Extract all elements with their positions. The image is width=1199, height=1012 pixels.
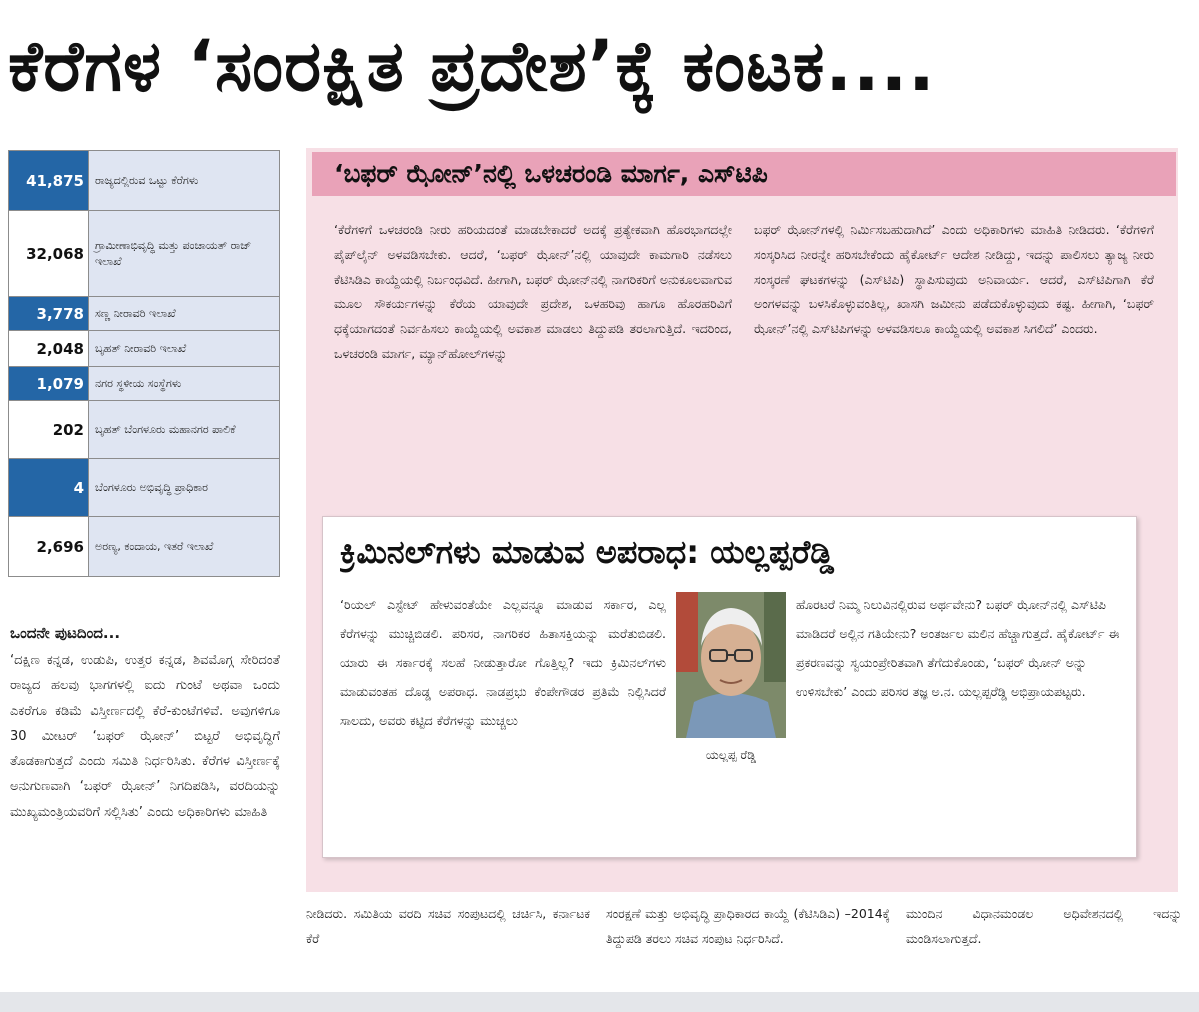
stats-label: ಅರಣ್ಯ, ಕಂದಾಯ, ಇತರೆ ಇಲಾಖೆ	[89, 517, 280, 577]
stats-value: 2,048	[9, 331, 89, 367]
stats-label: ನಗರ ಸ್ಥಳೀಯ ಸಂಸ್ಥೆಗಳು	[89, 367, 280, 401]
stats-row	[9, 517, 280, 577]
stats-row	[9, 401, 280, 459]
stats-label: ಬೆಂಗಳೂರು ಅಭಿವೃದ್ಧಿ ಪ್ರಾಧಿಕಾರ	[89, 459, 280, 517]
bottom-column-2: ಸಂರಕ್ಷಣೆ ಮತ್ತು ಅಭಿವೃದ್ಧಿ ಪ್ರಾಧಿಕಾರದ ಕಾಯ್ದೆ (ಕೆಟಿಸಿಡಿಎ) –2014ಕ್ಕೆ ತಿದ್ದುಪಡಿ ತರಲು ಸಚಿವ ಸಂಪುಟ ನಿರ್ಧರಿಸಿದೆ.	[606, 906, 890, 946]
stats-label: ಸಣ್ಣ ನೀರಾವರಿ ಇಲಾಖೆ	[89, 297, 280, 331]
stats-label: ರಾಜ್ಯದಲ್ಲಿರುವ ಒಟ್ಟು ಕೆರೆಗಳು	[89, 151, 280, 211]
stats-row	[9, 331, 280, 367]
pink-column-1: ‘ಕೆರೆಗಳಿಗೆ ಒಳಚರಂಡಿ ನೀರು ಹರಿಯದಂತೆ ಮಾಡಬೇಕಾದರೆ ಅದಕ್ಕೆ ಪ್ರತ್ಯೇಕವಾಗಿ ಹೊರಭಾಗದಲ್ಲೇ ಪೈಪ್‌ಲೈನ್ ಅಳವಡಿಸಬೇಕು. ಆದರೆ, ‘ಬಫರ್ ಝೋನ್’ನಲ್ಲಿ ಯಾವುದೇ ಕಾಮಗಾರಿ ನಡೆಸಲು ಕೆಟಿಸಿಡಿಎ ಕಾಯ್ದೆಯಲ್ಲಿ ನಿರ್ಬಂಧವಿದೆ. ಹೀಗಾಗಿ, ಬಫರ್ ಝೋನ್‌ನಲ್ಲಿ ನಾಗರಿಕರಿಗೆ ಅನುಕೂಲವಾಗುವ ಮೂಲ ಸೌಕರ್ಯಗಳನ್ನು ಕೆರೆಯ ಯಾವುದೇ ಪ್ರದೇಶ, ಒಳಹರಿವು ಹಾಗೂ ಹೊರಹರಿವಿಗೆ ಧಕ್ಕೆಯಾಗದಂತೆ ನಿರ್ವಹಿಸಲು ಕಾಯ್ದೆಯಲ್ಲಿ ಅವಕಾಶ ಮಾಡಲು ತಿದ್ದುಪಡಿ ತರಲಾಗುತ್ತಿದೆ. ಇದರಿಂದ, ಒಳಚರಂಡಿ ಮಾರ್ಗ, ಮ್ಯಾನ್‌ಹೋಲ್‌ಗಳನ್ನು	[334, 222, 732, 361]
stats-value: 2,696	[9, 517, 89, 577]
portrait-photo	[676, 592, 786, 738]
pink-sidebar-heading: ‘ಬಫರ್ ಝೋನ್’ನಲ್ಲಿ ಒಳಚರಂಡಿ ಮಾರ್ಗ, ಎಸ್‌ಟಿಪಿ	[312, 152, 1176, 196]
portrait-illustration	[676, 592, 786, 738]
stats-row	[9, 151, 280, 211]
lake-stats-table	[8, 150, 280, 577]
bottom-column-3: ಮುಂದಿನ ವಿಧಾನಮಂಡಲ ಅಧಿವೇಶನದಲ್ಲಿ ಇದನ್ನು ಮಂಡಿಸಲಾಗುತ್ತದೆ.	[906, 906, 1182, 946]
bottom-column-1: ನೀಡಿದರು. ಸಮಿತಿಯ ವರದಿ ಸಚಿವ ಸಂಪುಟದಲ್ಲಿ ಚರ್ಚಿಸಿ, ಕರ್ನಾಟಕ ಕೆರೆ	[306, 906, 590, 946]
stats-value: 3,778	[9, 297, 89, 331]
photo-caption: ಯಲ್ಲಪ್ಪ ರೆಡ್ಡಿ	[705, 748, 757, 762]
stats-row	[9, 367, 280, 401]
continued-label: ಒಂದನೇ ಪುಟದಿಂದ...	[10, 624, 121, 642]
headline: ಕೆರೆಗಳ ‘ಸಂರಕ್ಷಿತ ಪ್ರದೇಶ’ಕ್ಕೆ ಕಂಟಕ....	[8, 25, 936, 107]
pink-column-2: ಬಫರ್ ಝೋನ್‌ಗಳಲ್ಲಿ ನಿರ್ಮಿಸಬಹುದಾಗಿದೆ’ ಎಂದು ಅಧಿಕಾರಿಗಳು ಮಾಹಿತಿ ನೀಡಿದರು. ‘ಕೆರೆಗಳಿಗೆ ಸಂಸ್ಕರಿಸಿದ ನೀರನ್ನೇ ಹರಿಸಬೇಕೆಂದು ಹೈಕೋರ್ಟ್ ಆದೇಶ ನೀಡಿದ್ದು, ಇದನ್ನು ಪಾಲಿಸಲು ತ್ಯಾಜ್ಯ ನೀರು ಸಂಸ್ಕರಣೆ ಘಟಕಗಳನ್ನು (ಎಸ್‌ಟಿಪಿ) ಸ್ಥಾಪಿಸುವುದು ಅನಿವಾರ್ಯ. ಆದರೆ, ಎಸ್‌ಟಿಪಿಗಾಗಿ ಕೆರೆ ಅಂಗಳವನ್ನು ಬಳಸಿಕೊಳ್ಳುವಂತಿಲ್ಲ, ಖಾಸಗಿ ಜಮೀನು ಪಡೆದುಕೊಳ್ಳುವುದು ಕಷ್ಟ. ಹೀಗಾಗಿ, ‘ಬಫರ್ ಝೋನ್’ನಲ್ಲಿ ಎಸ್‌ಟಿಪಿಗಳನ್ನು ಅಳವಡಿಸಲೂ ಕಾಯ್ದೆಯಲ್ಲಿ ಅವಕಾಶ ಸಿಗಲಿದೆ’ ಎಂದರು.	[754, 222, 1154, 337]
stats-row	[9, 211, 280, 297]
stats-value: 4	[9, 459, 89, 517]
quote-column-1: ‘ರಿಯಲ್ ಎಸ್ಟೇಟ್ ಹೇಳುವಂತೆಯೇ ಎಲ್ಲವನ್ನೂ ಮಾಡುವ ಸರ್ಕಾರ, ಎಲ್ಲ ಕೆರೆಗಳನ್ನು ಮುಚ್ಚಿಬಿಡಲಿ. ಪರಿಸರ, ನಾಗರಿಕರ ಹಿತಾಸಕ್ತಿಯನ್ನು ಮರೆತುಬಿಡಲಿ. ಯಾರು ಈ ಸರ್ಕಾರಕ್ಕೆ ಸಲಹೆ ನೀಡುತ್ತಾರೋ ಗೊತ್ತಿಲ್ಲ? ಇದು ಕ್ರಿಮಿನಲ್‌ಗಳು ಮಾಡುವಂತಹ ದೊಡ್ಡ ಅಪರಾಧ. ನಾಡಪ್ರಭು ಕೆಂಪೇಗೌಡರ ಪ್ರತಿಮೆ ನಿಲ್ಲಿಸಿದರೆ ಸಾಲದು, ಅವರು ಕಟ್ಟಿದ ಕೆರೆಗಳನ್ನು ಮುಚ್ಚಲು	[340, 597, 666, 728]
left-column-text: ‘ದಕ್ಷಿಣ ಕನ್ನಡ, ಉಡುಪಿ, ಉತ್ತರ ಕನ್ನಡ, ಶಿವಮೊಗ್ಗ ಸೇರಿದಂತೆ ರಾಜ್ಯದ ಹಲವು ಭಾಗಗಳಲ್ಲಿ ಐದು ಗುಂಟೆ ಅಥವಾ ಒಂದು ಎಕರೆಗೂ ಕಡಿಮೆ ವಿಸ್ತೀರ್ಣದಲ್ಲಿ ಕೆರೆ-ಕುಂಟೆಗಳಿವೆ. ಅವುಗಳಿಗೂ 30 ಮೀಟರ್ ‘ಬಫರ್ ಝೋನ್’ ಬಿಟ್ಟರೆ ಅಭಿವೃದ್ಧಿಗೆ ತೊಡಕಾಗುತ್ತದೆ ಎಂದು ಸಮಿತಿ ನಿರ್ಧರಿಸಿತು. ಕೆರೆಗಳ ವಿಸ್ತೀರ್ಣಕ್ಕೆ ಅನುಗುಣವಾಗಿ ‘ಬಫರ್ ಝೋನ್’ ನಿಗದಿಪಡಿಸಿ, ವರದಿಯನ್ನು ಮುಖ್ಯಮಂತ್ರಿಯವರಿಗೆ ಸಲ್ಲಿಸಿತು’ ಎಂದು ಅಧಿಕಾರಿಗಳು ಮಾಹಿತಿ	[10, 653, 280, 820]
stats-value: 41,875	[9, 151, 89, 211]
stats-label: ಬೃಹತ್ ಬೆಂಗಳೂರು ಮಹಾನಗರ ಪಾಲಿಕೆ	[89, 401, 280, 459]
stats-label: ಗ್ರಾಮೀಣಾಭಿವೃದ್ಧಿ ಮತ್ತು ಪಂಚಾಯತ್ ರಾಜ್ ಇಲಾಖೆ	[89, 211, 280, 297]
stats-row	[9, 459, 280, 517]
stats-value: 32,068	[9, 211, 89, 297]
stats-value: 202	[9, 401, 89, 459]
quote-column-2: ಹೊರಟರೆ ನಿಮ್ಮ ನಿಲುವಿನಲ್ಲಿರುವ ಅರ್ಥವೇನು? ಬಫರ್ ಝೋನ್‌ನಲ್ಲಿ ಎಸ್‌ಟಿಪಿ ಮಾಡಿದರೆ ಅಲ್ಲಿನ ಗತಿಯೇನು? ಅಂತರ್ಜಲ ಮಲಿನ ಹೆಚ್ಚಾಗುತ್ತದೆ. ಹೈಕೋರ್ಟ್ ಈ ಪ್ರಕರಣವನ್ನು ಸ್ವಯಂಪ್ರೇರಿತವಾಗಿ ತೆಗೆದುಕೊಂಡು, ‘ಬಫರ್ ಝೋನ್ ಅನ್ನು ಉಳಿಸಬೇಕು’ ಎಂದು ಪರಿಸರ ತಜ್ಞ ಅ.ನ. ಯಲ್ಲಪ್ಪರೆಡ್ಡಿ ಅಭಿಪ್ರಾಯಪಟ್ಟರು.	[796, 597, 1120, 699]
stats-label: ಬೃಹತ್ ನೀರಾವರಿ ಇಲಾಖೆ	[89, 331, 280, 367]
stats-value: 1,079	[9, 367, 89, 401]
stats-row	[9, 297, 280, 331]
footer-bar	[0, 992, 1199, 1012]
quote-box-heading: ಕ್ರಿಮಿನಲ್‌ಗಳು ಮಾಡುವ ಅಪರಾಧ: ಯಲ್ಲಪ್ಪರೆಡ್ಡಿ	[340, 533, 834, 571]
